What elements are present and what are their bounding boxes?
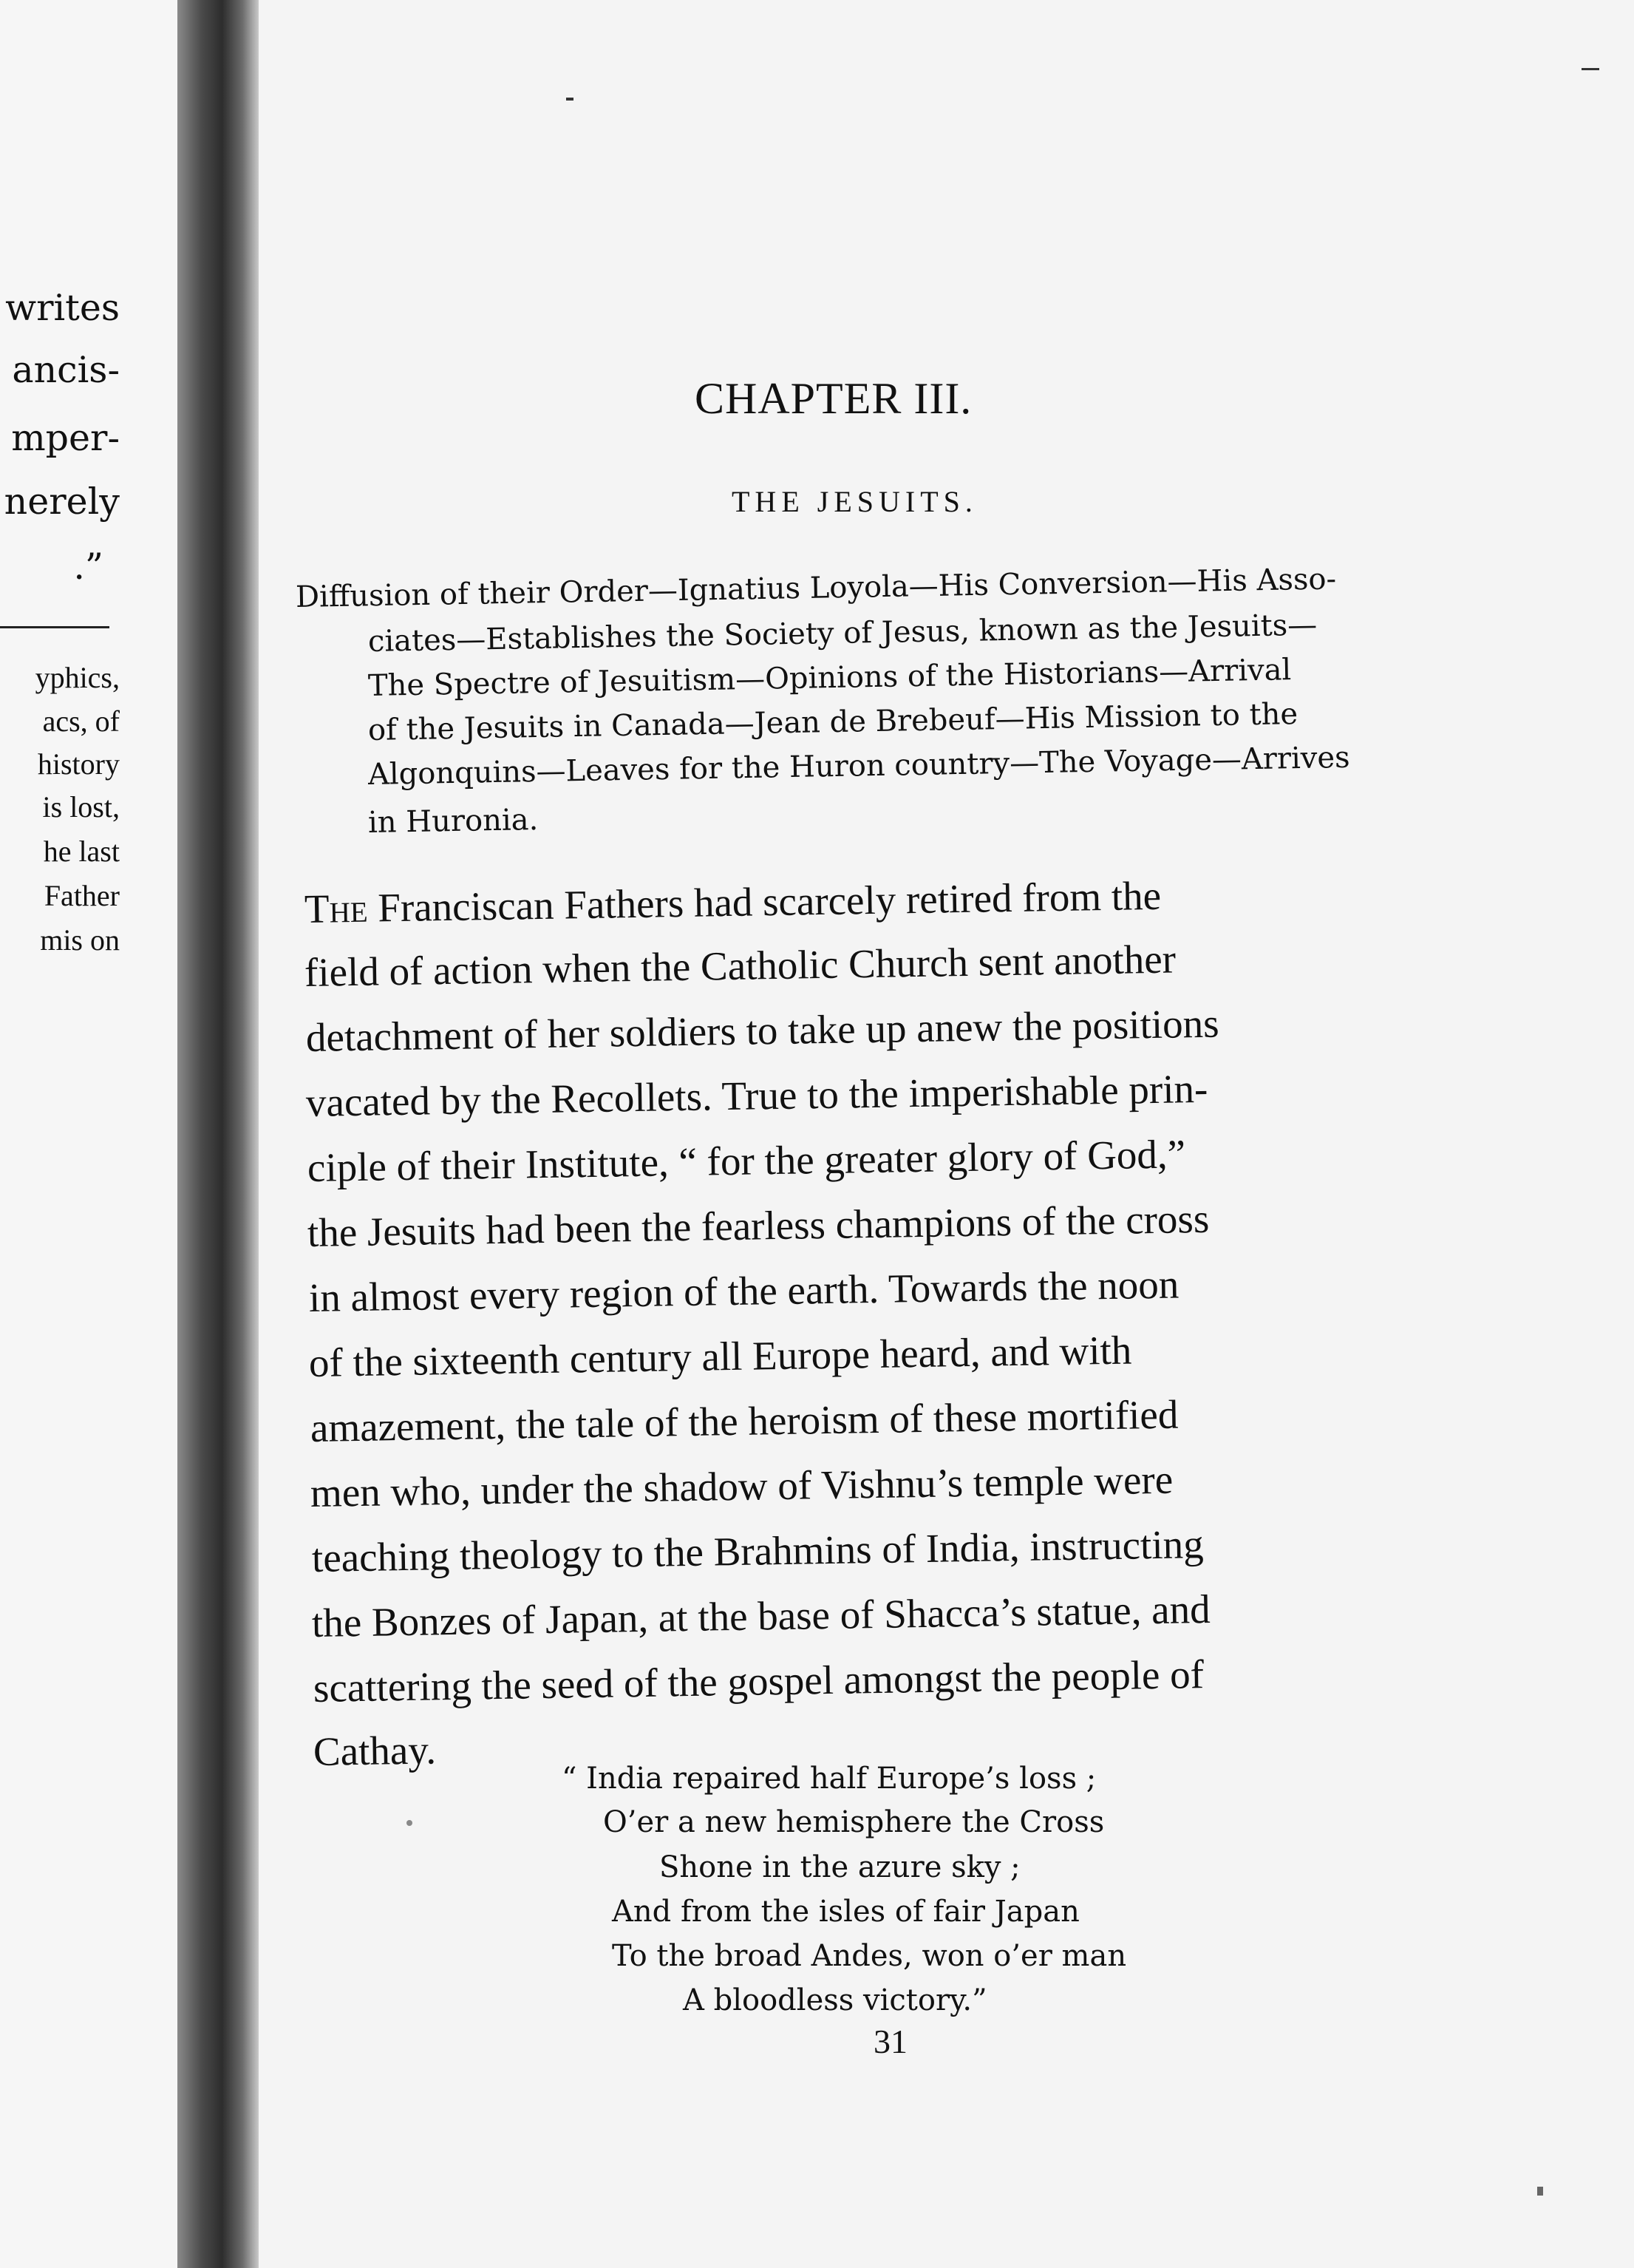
- body-line: in almost every region of the earth. Towards the noon: [308, 1261, 1179, 1320]
- synopsis-line: ciates—Establishes the Society of Jesus, known as the Jesuits—: [367, 608, 1318, 659]
- body-line: Cathay.: [313, 1727, 437, 1774]
- left-page-fragment: .”: [73, 546, 103, 588]
- synopsis-line: Algonquins—Leaves for the Huron country—The Voyage—Arrives: [367, 740, 1351, 792]
- speck: [1582, 68, 1599, 70]
- body-line: amazement, the tale of the heroism of these mortified: [310, 1391, 1179, 1450]
- body-line: scattering the seed of the gospel amongst the people of: [313, 1651, 1205, 1711]
- left-page-fragment: ancis-: [12, 349, 120, 391]
- left-page-fragment: yphics,: [35, 661, 120, 694]
- synopsis-line: of the Jesuits in Canada—Jean de Brebeuf—His Mission to the: [367, 697, 1298, 747]
- book-gutter: [177, 0, 259, 2268]
- body-first-line: [304, 872, 1162, 932]
- body-line: men who, under the shadow of Vishnu’s temple were: [310, 1456, 1174, 1515]
- body-line: ciple of their Institute, “ for the greater glory of God,”: [307, 1131, 1186, 1190]
- left-page-fragment: he last: [43, 835, 120, 868]
- speck: [406, 1820, 412, 1826]
- synopsis-line: Diffusion of their Order—Ignatius Loyola—His Conversion—His Asso-: [295, 562, 1337, 614]
- left-page-fragment: acs, of: [42, 704, 120, 738]
- right-page: [259, 0, 1634, 2268]
- poem-line: “ India repaired half Europe’s loss ;: [562, 1762, 1097, 1796]
- page-number: 31: [874, 2023, 908, 2060]
- left-page-rule: [0, 626, 109, 628]
- body-line: detachment of her soldiers to take up anew the positions: [305, 1000, 1219, 1060]
- body-line: the Bonzes of Japan, at the base of Shacca’s statue, and: [311, 1586, 1211, 1646]
- left-page-fragment: is lost,: [42, 790, 120, 824]
- poem-line: O’er a new hemisphere the Cross: [603, 1805, 1105, 1839]
- synopsis-line: The Spectre of Jesuitism—Opinions of the Historians—Arrival: [367, 653, 1292, 703]
- body-line: vacated by the Recollets. True to the imperishable prin-: [305, 1065, 1208, 1125]
- left-page-fragment: nerely: [4, 481, 120, 523]
- left-page-fragment: history: [37, 747, 120, 781]
- left-page-fragment: mis on: [40, 923, 120, 957]
- first-line-text: Franciscan Fathers had scarcely retired from the: [367, 872, 1162, 931]
- body-line: the Jesuits had been the fearless champions of the cross: [307, 1195, 1210, 1255]
- lead-word: The: [304, 885, 369, 931]
- left-page-fragment: mper-: [11, 417, 120, 459]
- speck: [566, 98, 573, 101]
- left-facing-page: [0, 0, 177, 2268]
- synopsis-line: in Huronia.: [367, 802, 539, 840]
- chapter-subtitle: THE JESUITS.: [732, 485, 978, 518]
- poem-line: A bloodless victory.”: [683, 1983, 987, 2017]
- chapter-title: CHAPTER III.: [695, 374, 973, 423]
- left-page-fragment: writes: [5, 287, 120, 329]
- poem-line: Shone in the azure sky ;: [659, 1850, 1021, 1884]
- body-line: teaching theology to the Brahmins of India, instructing: [311, 1521, 1205, 1581]
- body-line: field of action when the Catholic Church sent another: [304, 936, 1177, 995]
- left-page-fragment: Father: [44, 879, 120, 912]
- poem-line: And from the isles of fair Japan: [612, 1895, 1080, 1929]
- body-line: of the sixteenth century all Europe heard, and with: [308, 1327, 1132, 1385]
- poem-line: To the broad Andes, won o’er man: [612, 1939, 1127, 1973]
- speck: [1537, 2187, 1543, 2196]
